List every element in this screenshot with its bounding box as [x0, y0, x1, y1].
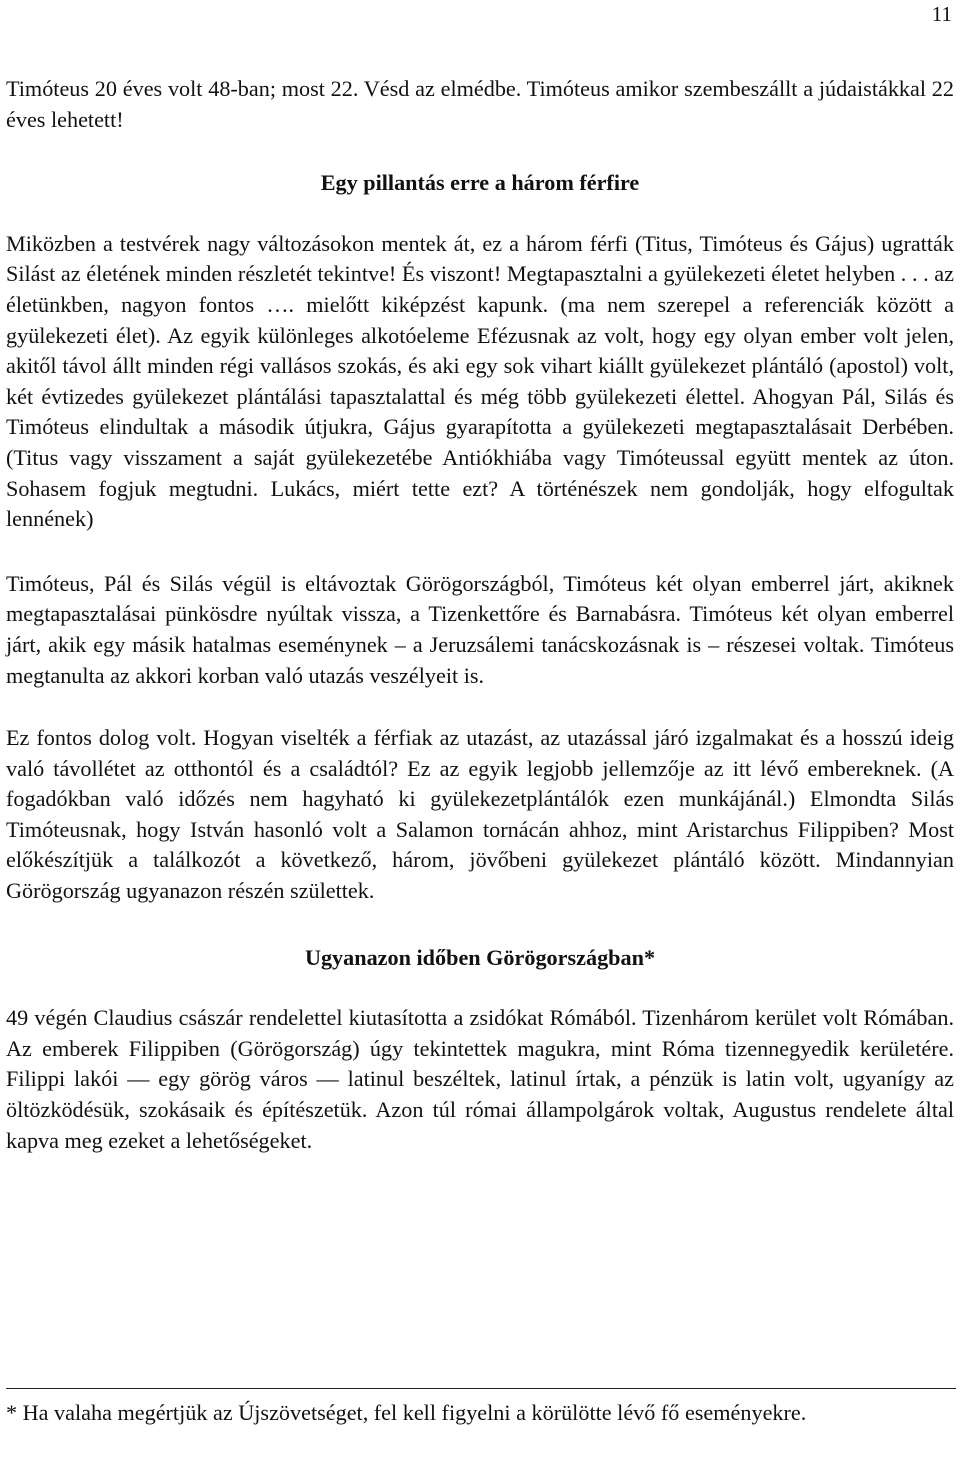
footnote: * Ha valaha megértjük az Újszövetséget, fel kell figyelni a körülötte lévő fő eseményekre. [6, 1400, 807, 1425]
page-body [6, 74, 954, 1156]
paragraph-intro: Timóteus 20 éves volt 48-ban; most 22. Vésd az elmédbe. Timóteus amikor szembeszállt a júdaistákkal 22 éves lehetett! [6, 76, 954, 132]
paragraph-claudius: 49 végén Claudius császár rendelettel kiutasította a zsidókat Rómából. Tizenhárom kerület volt Rómában. Az emberek Filippiben (Görögország) úgy tekintettek magukra, mint Róma tizennegyedik kerületére. Filippi lakói — egy görög város — latinul beszéltek, latinul írtak, a pénzük is latin volt, ugyanígy az öltözködésük, szokásaik és építészetük. Azon túl római állampolgárok voltak, Augustus rendelete által kapva meg ezeket a lehetőségeket. [6, 1005, 954, 1153]
section-heading-greece: Ugyanazon időben Görögországban* [304, 944, 656, 970]
section-heading-three-men: Egy pillantás erre a három férfire [320, 170, 640, 196]
paragraph-travel: Ez fontos dolog volt. Hogyan viselték a férfiak az utazást, az utazással járó izgalmakat és a hosszú ideig való távollétet az otthontól és a családtól? Ez az egyik legjobb jellemzője az itt lévő embereknek. (A fogadókban való időzés nem hagyható ki gyülekezetplántálók ezen munkájánál.) Elmondta Silás Timóteusnak, hogy István hasonló volt a Salamon tornácán ahhoz, mint Aristarchus Filippiben? Most előkészítjük a találkozót a következő, három, jövőbeni gyülekezet plántáló között. Mindannyian Görögország ugyanazon részén születtek. [6, 725, 954, 904]
page-number: 11 [931, 2, 952, 26]
paragraph-three-men: Miközben a testvérek nagy változásokon mentek át, ez a három férfi (Titus, Timóteus és Gájus) ugratták Silást az életének minden részletét tekintve! És viszont! Megtapasztalni a gyülekezeti életet helyben . . . az életünkben, nagyon fontos …. mielőtt kiképzést kapunk. (ma nem szerepel a referenciák között a gyülekezeti élet). Az egyik különleges alkotóeleme Efézusnak az volt, hogy egy olyan ember volt jelen, akitől távol állt minden régi vallásos szokás, és aki egy sok vihart kiállt gyülekezet plántáló (apostol) volt, két évtizedes gyülekezet plántálási tapasztalattal és még több gyülekezeti élettel. Ahogyan Pál, Silás és Timóteus elindultak a második útjukra, Gájus gyarapította a gyülekezeti megtapasztalásait Derbében. (Titus vagy visszament a saját gyülekezetébe Antiókhiába vagy Timóteussal együtt mentek az úton. Sohasem fogjuk megtudni. Lukács, miért tette ezt? A történészek nem gondolják, hogy elfogultak lennének) [6, 230, 954, 532]
paragraph-leaving-greece: Timóteus, Pál és Silás végül is eltávoztak Görögországból, Timóteus két olyan emberrel járt, akiknek megtapasztalásai pünkösdre nyúltak vissza, a Tizenkettőre és Barnabásra. Timóteus két olyan emberrel járt, akik egy másik hatalmas eseménynek – a Jeruzsálemi tanácskozásnak is – részesei voltak. Timóteus megtanulta az akkori korban való utazás veszélyeit is. [6, 570, 954, 688]
footnote-separator [6, 1388, 956, 1389]
